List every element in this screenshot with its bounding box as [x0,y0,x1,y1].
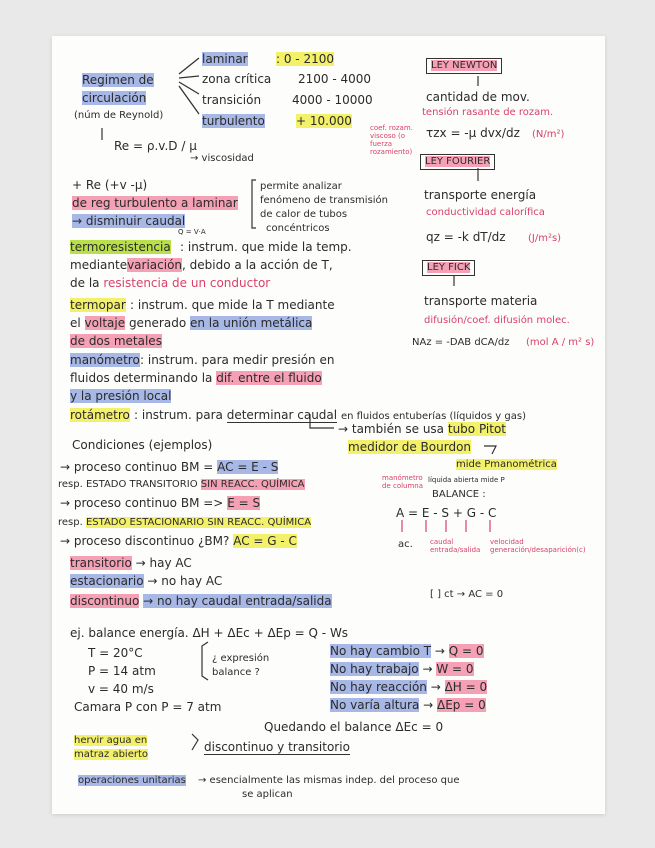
laminar-label: laminar [202,52,248,66]
estacionario-row: estacionario → no hay AC [70,574,223,588]
mano-def-2: fluidos determinando la dif. entre el fluido [70,371,322,385]
disminuir-caudal: → disminuir caudal [72,214,186,228]
balance-ac: ac. [398,539,413,550]
critica-range: 2100 - 4000 [298,72,372,86]
hervir-result: discontinuo y transitorio [204,740,350,754]
no-altura: No varía altura → ΔEp = 0 [330,698,486,712]
termo-def-2: mediantevariación, debido a la acción de T, [70,258,333,272]
transicion-label: transición [202,93,262,107]
mano-def-1: : instrum. para medir presión en [140,353,335,367]
difusion: difusión/coef. difusión molec. [424,315,570,326]
permite-2: fenómeno de transmisión [260,195,389,206]
rota-def-1: : instrum. para determinar caudal en fluidos entuberías (líquidos y gas) [134,408,526,422]
hervir-2: matraz abierto [74,749,149,760]
turbulento-a-laminar: de reg turbulento a laminar [72,196,238,210]
quedando-balance: Quedando el balance ΔEc = 0 [264,720,444,734]
termo-def-3: de la resistencia de un conductor [70,276,271,290]
transitorio-row: transitorio → hay AC [70,556,192,570]
rotametro-term: rotámetro [70,408,130,422]
balance-velocidad: velocidad generación/desaparición(c) [490,538,586,554]
ejemplo-balance: ej. balance energía. ΔH + ΔEc + ΔEp = Q - Ws [70,626,349,640]
camara-note: Camara P con P = 7 atm [74,700,222,714]
ley-newton-title: LEY NEWTON [426,58,502,74]
discontinuo-row: discontinuo → no hay caudal entrada/salida [70,594,332,608]
caudal-eq: Q = V·A [178,228,206,236]
velocity-value: v = 40 m/s [88,682,154,696]
cond-2: → proceso continuo BM => E = S [60,496,261,510]
ley-fick-title: LEY FICK [422,260,475,276]
condiciones-title: Condiciones (ejemplos) [72,438,213,452]
balance-title: BALANCE : [432,489,486,500]
cond-1-resp: resp. ESTADO TRANSITORIO SIN REACC. QUÍMICA [58,479,305,490]
cond-3: → proceso discontinuo ¿BM? AC = G - C [60,534,297,548]
coef-note: coef. rozam. viscoso (o fuerza rozamiento) [370,124,413,156]
fourier-equation: qz = -k dT/dz [426,230,506,244]
mide-pmanometrica: mide Pmanométrica [456,459,557,470]
cj-note: [ ] ct → AC = 0 [430,589,504,600]
medidor-bourdon: medidor de Bourdon [348,440,472,454]
transicion-range: 4000 - 10000 [292,93,373,107]
manometro-note-a: manómetro de columna [382,474,424,490]
operaciones-def: → esencialmente las mismas indep. del proceso que [198,775,460,786]
laminar-range: : 0 - 2100 [276,52,334,66]
critica-label: zona crítica [202,72,272,86]
turbulento-range: + 10.000 [296,114,352,128]
regimen-label-2: circulación [82,91,147,105]
transporte-energia: transporte energía [424,188,537,202]
re-more: + Re (+v -μ) [72,178,148,192]
no-reaccion: No hay reacción → ΔH = 0 [330,680,488,694]
reynolds-formula: Re = ρ.v.D / μ [114,139,197,153]
permite-4: concéntricos [266,223,330,234]
balance-caudal: caudal entrada/salida [430,538,481,554]
mano-def-3: y la presión local [70,389,172,403]
manometro-term: manómetro [70,353,140,367]
fourier-units: (J/m²s) [528,233,562,244]
termopar-def-3: de dos metales [70,334,162,348]
operaciones-term: operaciones unitarias [78,775,186,786]
permite-3: de calor de tubos [260,209,348,220]
hervir-1: hervir agua en [74,735,148,746]
turbulento-label: turbulento [202,114,265,128]
expresion-question: ¿ expresión balance ? [212,653,270,678]
no-trabajo: No hay trabajo → W = 0 [330,662,474,676]
cantidad-mov: cantidad de mov. [426,90,530,104]
newton-units: (N/m²) [532,129,565,140]
termopar-term: termopar [70,298,126,312]
regimen-label-3: (núm de Reynold) [74,110,164,121]
cond-2-resp: resp. ESTADO ESTACIONARIO SIN REACC. QUÍMICA [58,517,312,528]
balance-equation: A = E - S + G - C [396,506,497,520]
manometro-note-b: líquida abierta mide P [428,476,505,484]
transporte-materia: transporte materia [424,294,538,308]
viscosidad-note: → viscosidad [190,153,254,164]
termopar-def-1: : instrum. que mide la T mediante [130,298,335,312]
operaciones-def-2: se aplican [242,789,293,800]
tension-rasante: tensión rasante de rozam. [422,107,554,118]
permite-1: permite analizar [260,181,342,192]
pressure-value: P = 14 atm [88,664,156,678]
fick-units: (mol A / m² s) [526,337,595,348]
conductividad: conductividad calorífica [426,207,545,218]
tambien-note: → también se usa tubo Pitot [338,422,507,436]
regimen-label-1: Regimen de [82,73,154,87]
notes-sheet [52,36,605,814]
ley-fourier-title: LEY FOURIER [420,154,495,170]
temp-value: T = 20°C [88,646,143,660]
termoresistencia-term: termoresistencia [70,240,171,254]
fick-equation: NAz = -DAB dCA/dz [412,337,510,348]
termo-def-1: : instrum. que mide la temp. [180,240,352,254]
cond-1: → proceso continuo BM = AC = E - S [60,460,279,474]
no-cambio-t: No hay cambio T → Q = 0 [330,644,484,658]
termopar-def-2: el voltaje generado en la unión metálica [70,316,313,330]
newton-equation: τzx = -μ dvx/dz [426,126,520,140]
